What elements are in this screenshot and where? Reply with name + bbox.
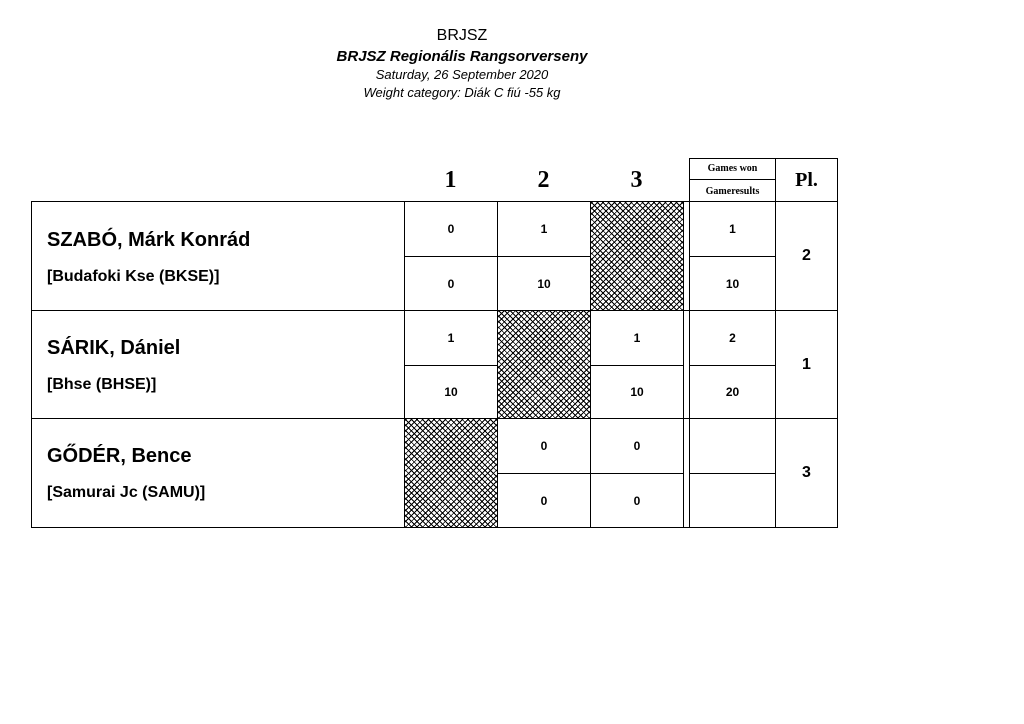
organization-title: BRJSZ xyxy=(436,27,488,44)
gameresults-value xyxy=(689,473,776,528)
weight-category: Weight category: Diák C fiú -55 kg xyxy=(363,85,561,100)
place-value: 3 xyxy=(775,418,838,528)
column-header-3: 3 xyxy=(630,166,643,193)
self-match-cell xyxy=(404,418,498,528)
games-won-value: 1 xyxy=(689,201,776,257)
games-won-value: 2 xyxy=(689,310,776,366)
self-match-cell xyxy=(497,310,591,419)
competitor-cell xyxy=(31,201,405,311)
competitor-club: [Budafoki Kse (BKSE)] xyxy=(47,268,220,285)
tournament-date: Saturday, 26 September 2020 xyxy=(375,67,549,82)
score-cell: 0 xyxy=(590,473,684,528)
place-value: 2 xyxy=(775,201,838,311)
competitor-name: SÁRIK, Dániel xyxy=(47,337,181,359)
gameresults-value: 10 xyxy=(689,256,776,311)
tournament-title: BRJSZ Regionális Rangsorverseny xyxy=(336,48,588,65)
competitor-name: GŐDÉR, Bence xyxy=(47,445,192,467)
games-won-value xyxy=(689,418,776,474)
competitor-cell xyxy=(31,418,405,528)
score-cell: 10 xyxy=(590,365,684,419)
games-won-header: Games won xyxy=(689,158,776,180)
gameresults-header: Gameresults xyxy=(705,185,760,197)
place-value: 1 xyxy=(775,310,838,419)
score-cell: 10 xyxy=(404,365,498,419)
score-cell: 1 xyxy=(590,310,684,366)
score-cell: 0 xyxy=(497,473,591,528)
self-match-cell xyxy=(590,201,684,311)
competitor-club: [Bhse (BHSE)] xyxy=(47,376,157,393)
column-header-2: 2 xyxy=(537,166,550,193)
score-cell: 0 xyxy=(590,418,684,474)
competitor-name: SZABÓ, Márk Konrád xyxy=(47,229,251,251)
competitor-club: [Samurai Jc (SAMU)] xyxy=(47,484,206,501)
score-cell: 1 xyxy=(497,201,591,257)
column-header-1: 1 xyxy=(444,166,457,193)
gameresults-value: 20 xyxy=(689,365,776,419)
place-header: Pl. xyxy=(775,158,838,202)
score-cell: 0 xyxy=(497,418,591,474)
score-cell: 1 xyxy=(404,310,498,366)
competitor-cell xyxy=(31,310,405,419)
score-cell: 0 xyxy=(404,201,498,257)
score-cell: 0 xyxy=(404,256,498,311)
score-cell: 10 xyxy=(497,256,591,311)
